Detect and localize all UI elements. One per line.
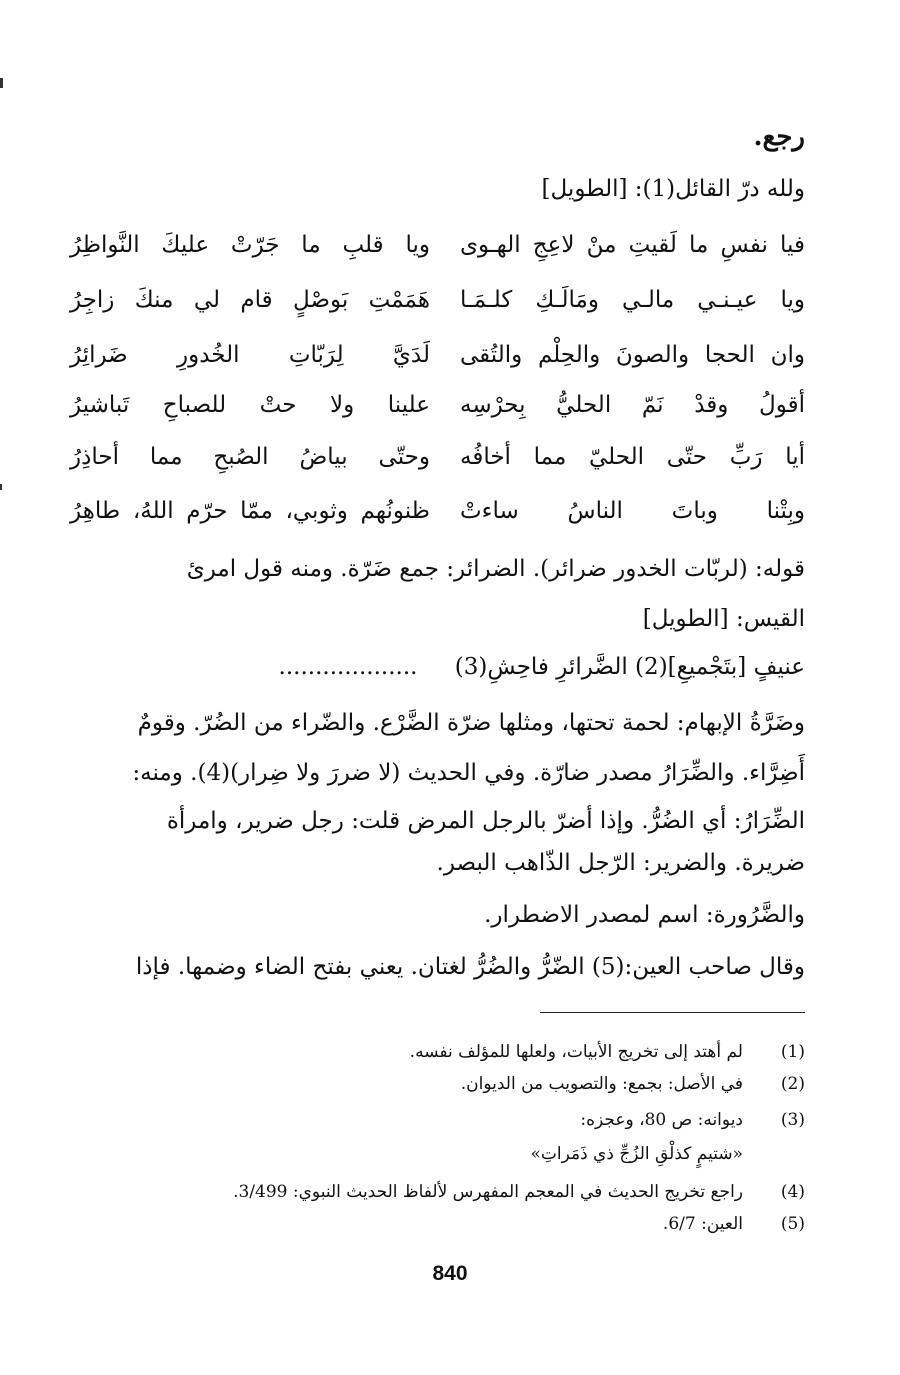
footnote-text: لم أهتد إلى تخريج الأبيات، ولعلها للمؤلف نفسه. — [409, 1042, 743, 1062]
partial-verse-text: عنيفٍ [بتَجْميعِ](2) الضَّرائرِ فاحِشِ(3) — [454, 654, 805, 680]
ellipsis-dots: ................... — [278, 654, 418, 680]
footnote-text: في الأصل: بجمع: والتصويب من الديوان. — [460, 1074, 743, 1094]
verse-line — [70, 228, 805, 262]
body-line: قوله: (لربّات الخدور ضرائر). الضرائر: جمع ضَرّة. ومنه قول امرئ — [186, 556, 805, 582]
verse-second-hemistich: علينا ولا حتْ للصباحِ تَباشيرُ — [70, 392, 430, 418]
footnote-number: (3) — [780, 1110, 805, 1130]
verse-line — [70, 440, 805, 474]
footnote-text: العين: 6/7. — [662, 1214, 743, 1234]
body-line: والضَّرُورة: اسم لمصدر الاضطرار. — [484, 902, 805, 928]
partial-verse-line — [70, 650, 805, 684]
verse-line — [70, 494, 805, 528]
verse-second-hemistich: ويا قلبِ ما جَرّتْ عليكَ النَّواظِرُ — [70, 232, 430, 258]
page-number: 840 — [432, 1262, 468, 1285]
body-line: القيس: [الطويل] — [642, 606, 805, 632]
heading-text: رجع. — [753, 122, 805, 152]
verse-line — [70, 338, 805, 372]
verse-line — [70, 388, 805, 422]
footnote-number: (5) — [780, 1214, 805, 1234]
footnote-number: (4) — [780, 1182, 805, 1202]
body-line: الضِّرَارُ: أي الضُرُّ. وإذا أضرّ بالرجل المرض قلت: رجل ضرير، وامرأة — [166, 808, 805, 834]
verse-first-hemistich: وبِتْنا وباتَ الناسُ ساءتْ — [460, 498, 805, 524]
footnote-text: راجع تخريج الحديث في المعجم المفهرس لألفاظ الحديث النبوي: 3/499. — [233, 1182, 743, 1202]
verse-second-hemistich: هَمَمْتِ بَوصْلٍ قام لي منكَ زاجِرُ — [70, 287, 430, 313]
footnote-text: «شتيمٍ كذلْقِ الزُجِّ ذي ذَمَراتِ» — [530, 1144, 743, 1164]
footnote-text: ديوانه: ص 80، وعجزه: — [580, 1110, 743, 1130]
body-line: وضَرَّةُ الإبهام: لحمة تحتها، ومثلها ضرّة الضَّرْع. والضّراء من الضُرّ. وقومٌ — [137, 710, 805, 736]
scan-mark — [0, 78, 3, 88]
intro-line: ولله درّ القائل(1): [الطويل] — [541, 176, 805, 202]
verse-second-hemistich: لَدَيَّ لِرَبّاتِ الخُدورِ ضَرائِرُ — [70, 342, 430, 368]
scan-mark — [0, 484, 2, 490]
footnote-separator — [540, 1012, 805, 1013]
verse-first-hemistich: أيا رَبِّ حتّى الحليّ مما أخافُه — [460, 444, 805, 470]
verse-line — [70, 283, 805, 317]
body-line: ضريرة. والضرير: الرّجل الذّاهب البصر. — [436, 850, 805, 876]
footnote-number: (2) — [780, 1074, 805, 1094]
verse-first-hemistich: وان الحجا والصونَ والحِلْم والتُقى — [460, 342, 805, 368]
verse-first-hemistich: أقولُ وقدْ نَمّ الحليُّ بِحرْسِه — [460, 392, 805, 418]
verse-first-hemistich: ويا عيـنـي مالـي ومَالَـكِ كلـمَـا — [460, 287, 805, 313]
footnote-number: (1) — [780, 1042, 805, 1062]
verse-second-hemistich: وحتّى بياضُ الصُبحِ مما أحاذِرُ — [70, 444, 430, 470]
body-line: أَضِرَّاء. والضِّرَارُ مصدر ضارّة. وفي الحديث (لا ضررَ ولا ضِرار)(4). ومنه: — [132, 760, 805, 786]
body-line: وقال صاحب العين:(5) الضّرُّ والضُرُّ لغتان. يعني بفتح الضاء وضمها. فإذا — [135, 954, 805, 980]
verse-second-hemistich: ظنونُهم وثوبي، ممّا حرّم اللهُ، طاهِرُ — [70, 498, 430, 524]
verse-first-hemistich: فيا نفسِ ما لَقيتِ منْ لاعِجِ الهـوى — [460, 232, 805, 258]
